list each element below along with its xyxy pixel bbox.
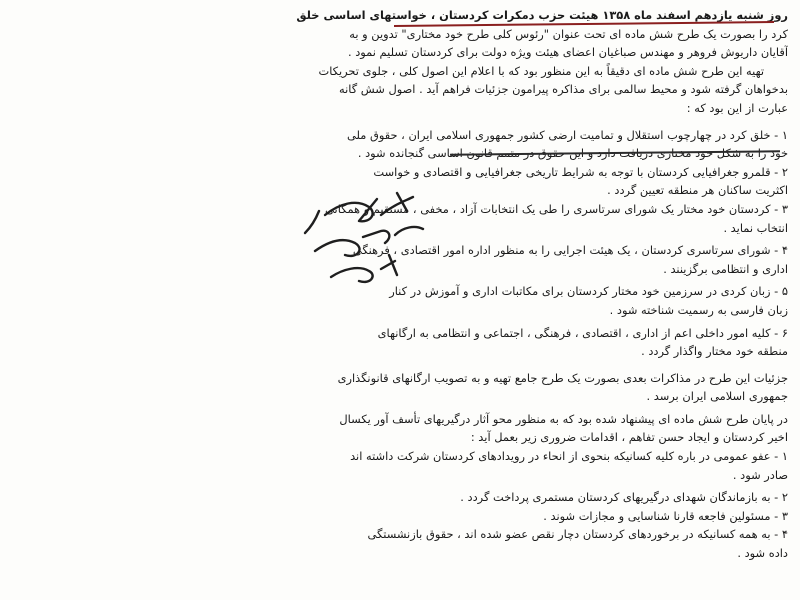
measure-1: ۱ - عفو عمومی در باره کلیه کسانیکه بنحوی از انحاء در رویدادهای کردستان شرکت داشته اند [350, 449, 788, 464]
details-paragraph-cont: جمهوری اسلامی ایران برسد . [646, 389, 788, 404]
details-paragraph: جزئیات این طرح در مذاکرات بعدی بصورت یک طرح جامع تهیه و به تصویب ارگانهای قانونگذاری [337, 370, 788, 385]
measure-4: ۴ - به همه کسانیکه در برخوردهای کردستان دچار نقص عضو شده اند ، حقوق بازنشستگی [367, 527, 788, 542]
principle-5-cont: زبان فارسی به رسمیت شناخته شود . [609, 302, 788, 317]
doc-line: آقایان داریوش فروهر و مهندس صباغیان اعضای هیئت ویژه دولت برای کردستان تسلیم نمود . [347, 45, 788, 60]
principle-5: ۵ - زبان کردی در سرزمین خود مختار کردستان برای مکاتبات اداری و آموزش در کنار [389, 284, 788, 299]
principle-1: ۱ - خلق کرد در چهارچوب استقلال و تمامیت ارضی کشور جمهوری اسلامی ایران ، حقوق ملی [347, 127, 788, 142]
measure-2: ۲ - به بازماندگان شهدای درگیریهای کردستان مستمری پرداخت گردد . [460, 490, 788, 505]
doc-line: کرد را بصورت یک طرح شش ماده ای تحت عنوان "رئوس کلی طرح خود مختاری" تدوین و به [349, 26, 788, 41]
measure-1-cont: صادر شود . [732, 467, 788, 482]
doc-line-opening: روز شنبه یازدهم اسفند ماه ۱۳۵۸ هیئت حزب دمکرات کردستان ، خواستهای اساسی خلق [296, 8, 788, 22]
measures-intro-cont: اخیر کردستان و ایجاد حسن تفاهم ، اقدامات ضروری زیر بعمل آید : [470, 430, 788, 445]
doc-line: عبارت از این بود که : [686, 100, 788, 115]
principle-3: ۳ - کردستان خود مختار یک شورای سرتاسری را طی یک انتخابات آزاد ، مخفی ، مستقیم و همگانی [325, 201, 788, 216]
measure-4-cont: داده شود . [737, 546, 788, 561]
handwritten-signature [285, 185, 455, 290]
principle-6: ۶ - کلیه امور داخلی اعم از اداری ، اقتصادی ، فرهنگی ، اجتماعی و انتظامی به ارگانهای [377, 325, 788, 340]
principle-4: ۴ - شورای سرتاسری کردستان ، یک هیئت اجرایی را به منظور اداره امور اقتصادی ، فرهنگی [352, 243, 788, 258]
measures-intro: در پایان طرح شش ماده ای پیشنهاد شده بود که به منظور محو آثار درگیریهای تأسف آور یکسال [339, 411, 788, 426]
principle-1-cont: خود را به شکل خود مختاری دریافت دارد و این حقوق در متمم قانون اساسی گنجانده شود . [357, 146, 788, 161]
principle-3-cont: انتخاب نماید . [723, 220, 788, 235]
principle-4-cont: اداری و انتظامی برگزینند . [663, 261, 788, 276]
doc-line: بدخواهان گرفته شود و محیط سالمی برای مذاکره پیرامون جزئیات فراهم آید . اصول شش گانه [338, 82, 788, 97]
doc-line: تهیه این طرح شش ماده ای دقیقاً به این منظور بود که با اعلام این اصول کلی ، جلوی تحریکات [318, 63, 764, 78]
measure-3: ۳ - مسئولین فاجعه قارنا شناسایی و مجازات شوند . [543, 508, 788, 523]
principle-2: ۲ - قلمرو جغرافیایی کردستان با توجه به شرایط تاریخی جغرافیایی و اقتصادی و خواست [373, 164, 788, 179]
principle-6-cont: منطقه خود مختار واگذار گردد . [641, 344, 788, 359]
principle-2-cont: اکثریت ساکنان هر منطقه تعیین گردد . [607, 183, 788, 198]
